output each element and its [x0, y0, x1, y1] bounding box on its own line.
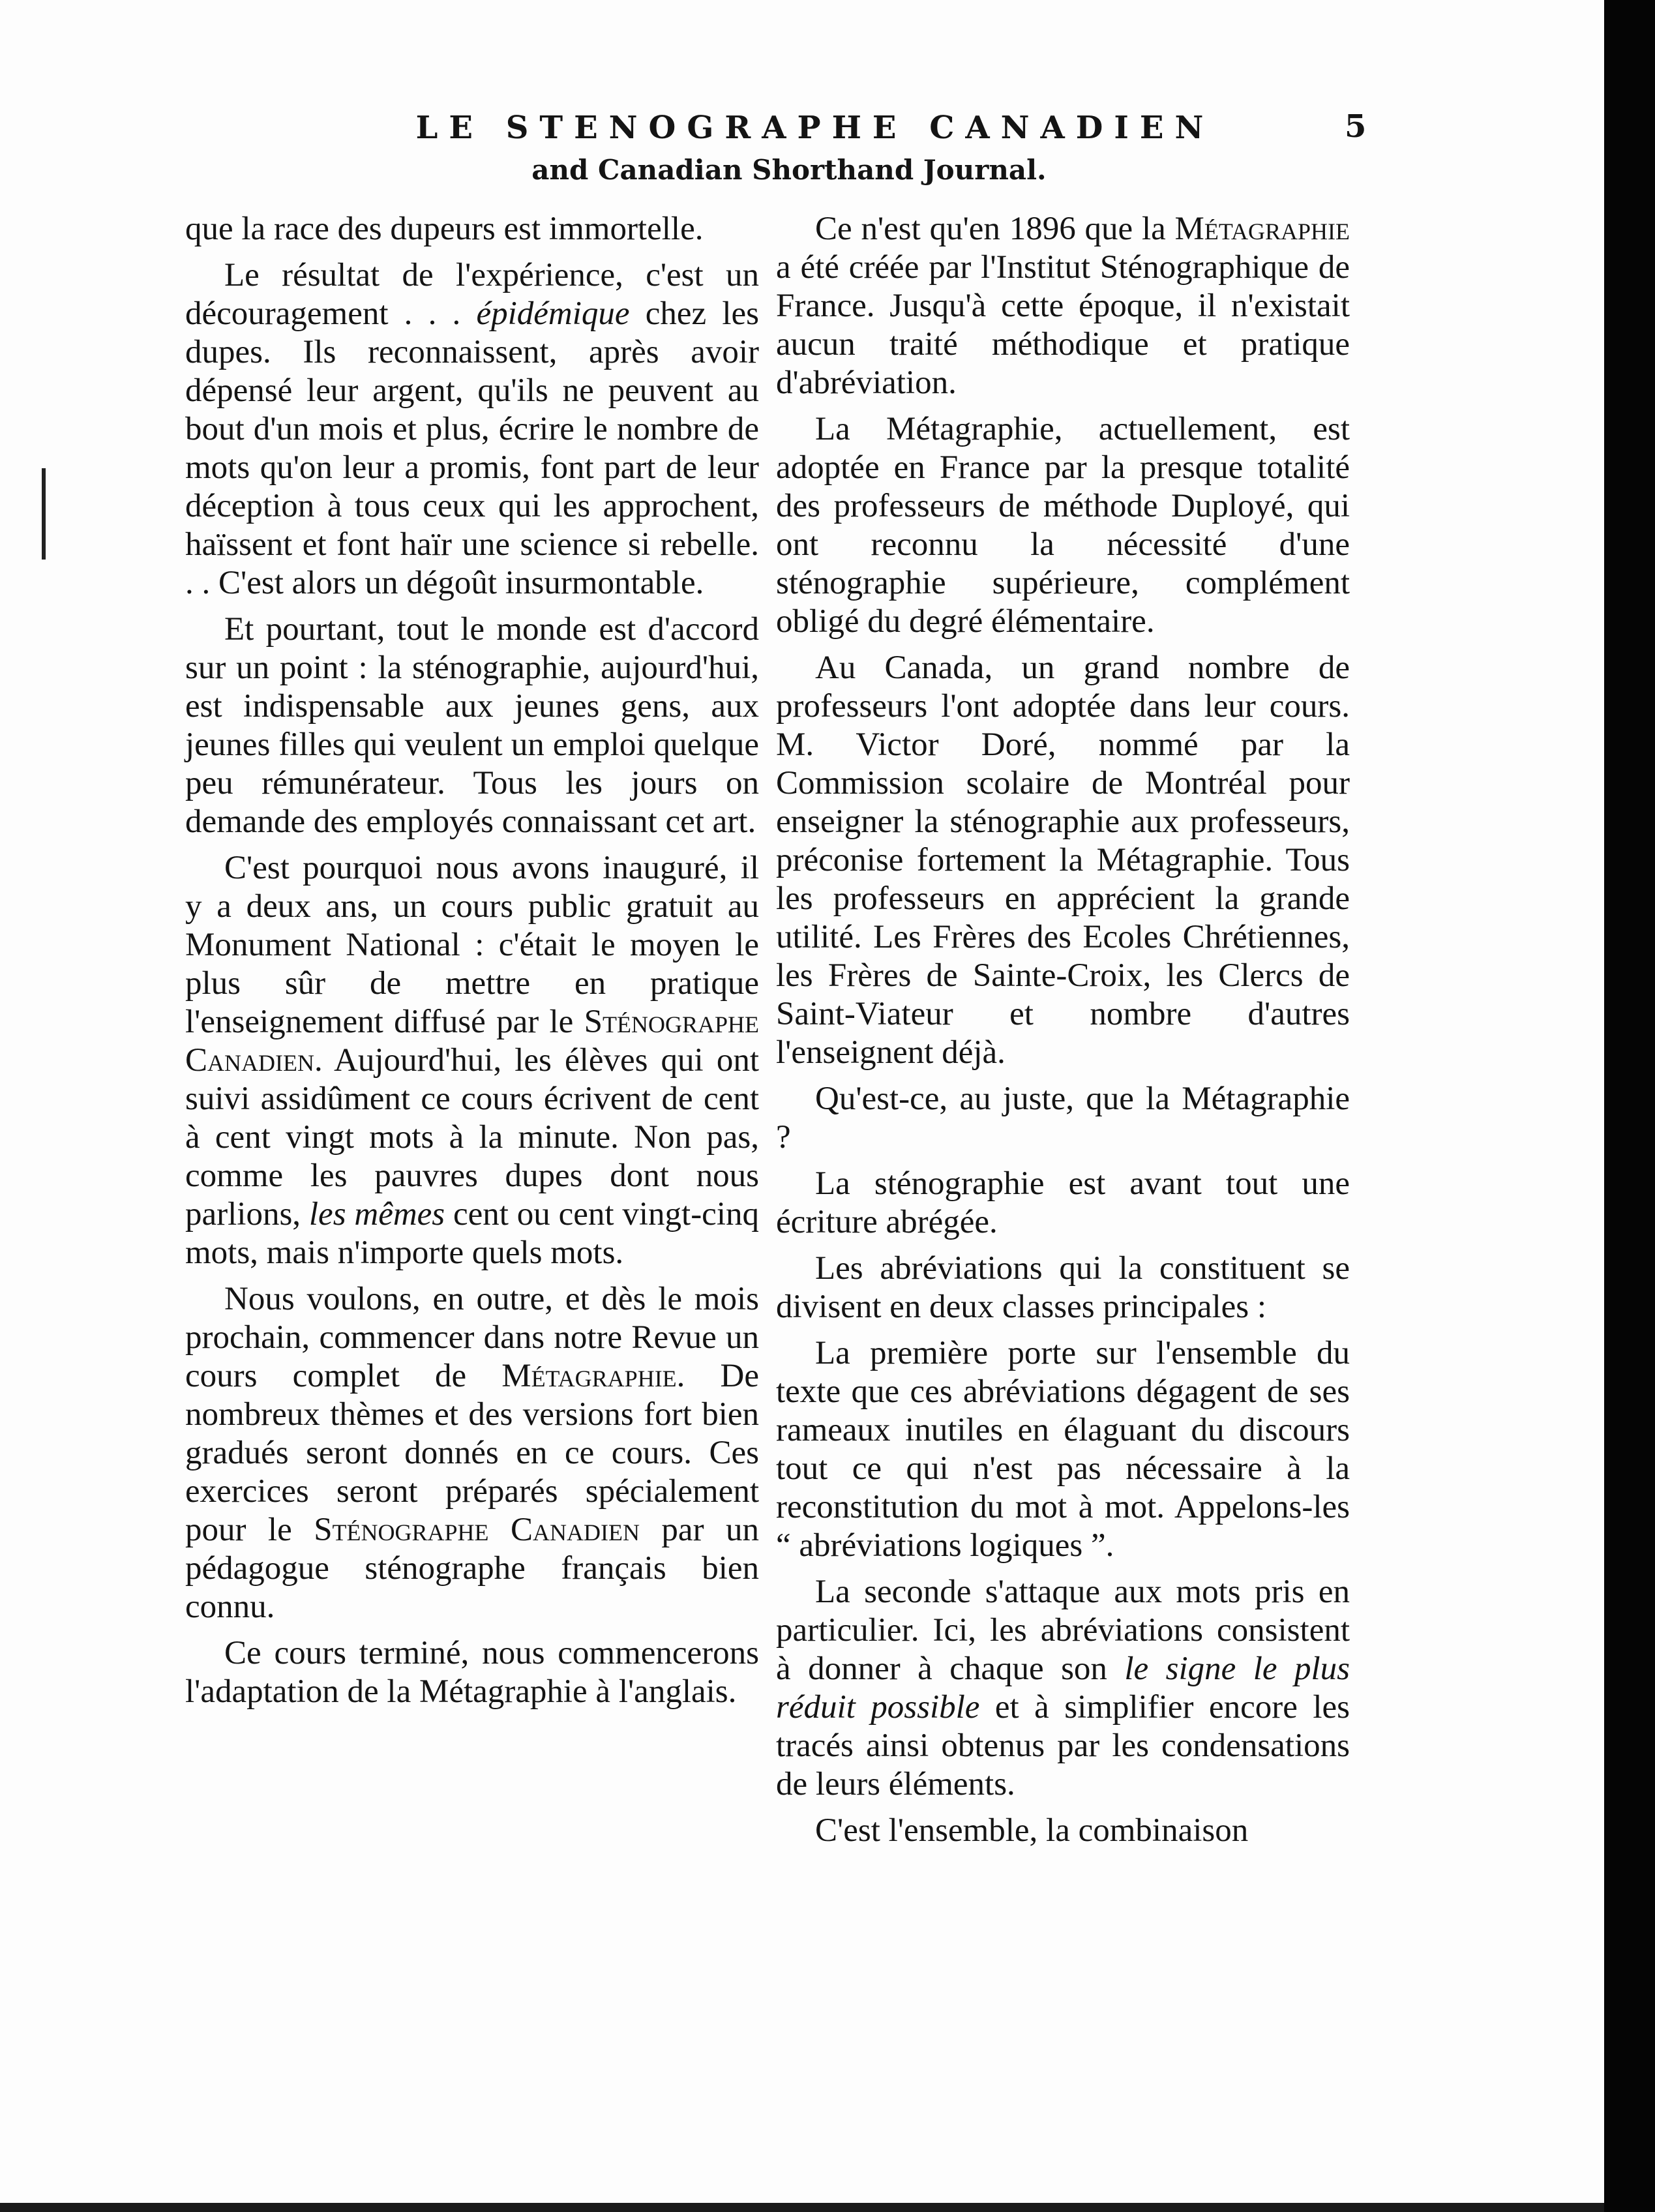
scan-right-edge — [1604, 0, 1655, 2212]
right-paragraph-7: La première porte sur l'ensemble du texte que ces abréviations dégagent de ses rameaux inutiles en élaguant du discours tout ce qui n'est pas nécessaire à la reconstitution du mot à mot. Appelons-les “ abréviations logiques ”. — [776, 1335, 1350, 1564]
small-caps-stenographe-canadien-2: Sténographe Canadien — [314, 1512, 640, 1548]
small-caps-metagraphie-right: Métagraphie — [1174, 211, 1350, 247]
left-paragraph-6: Ce cours terminé, nous commencerons l'adaptation de la Métagraphie à l'anglais. — [185, 1635, 759, 1710]
right-paragraph-8: La seconde s'attaque aux mots pris en particulier. Ici, les abréviations consistent à donner à chaque son le signe le plus réduit possible et à simplifier encore les tracés ainsi obtenus par les condensations de leurs éléments. — [776, 1574, 1350, 1802]
left-paragraph-4: C'est pourquoi nous avons inauguré, il y a deux ans, un cours public gratuit au Monument National : c'était le moyen le plus sûr de mettre en pratique l'enseignement diffusé par le Sténographe Canadien. Aujourd'hui, les élèves qui ont suivi assidûment ce cours écrivent de cent à cent vingt mots à la minute. Non pas, comme les pauvres dupes dont nous parlions, les mêmes cent ou cent vingt-cinq mots, mais n'importe quels mots. — [185, 850, 759, 1271]
page-number: 5 — [1345, 108, 1367, 145]
journal-title: LE STENOGRAPHE CANADIEN — [415, 110, 1215, 146]
right-paragraph-6: Les abréviations qui la constituent se divisent en deux classes principales : — [776, 1250, 1350, 1325]
left-paragraph-3: Et pourtant, tout le monde est d'accord sur un point : la sténographie, aujourd'hui, est indispensable aux jeunes gens, aux jeunes filles qui veulent un emploi quelque peu rémunérateur. Tous les jours on demande des employés connaissant cet art. — [185, 611, 759, 840]
left-paragraph-1: que la race des dupeurs est immortelle. — [185, 211, 704, 247]
emphasis-epidemique: épidémique — [476, 295, 630, 332]
right-paragraph-3: Au Canada, un grand nombre de professeurs l'ont adoptée dans leur cours. M. Victor Doré, nommé par la Commission scolaire de Montréal pour enseigner la sténographie aux professeurs, préconise fortement la Métagraphie. Tous les professeurs en apprécient la grande utilité. Les Frères des Ecoles Chrétiennes, les Frères de Sainte-Croix, les Clercs de Saint-Viateur et nombre d'autres l'enseignent déjà. — [776, 650, 1350, 1071]
small-caps-metagraphie: Métagraphie — [501, 1358, 677, 1394]
right-paragraph-1: Ce n'est qu'en 1896 que la Métagraphie a été créée par l'Institut Sténographique de France. Jusqu'à cette époque, il n'existait aucun traité méthodique et pratique d'abréviation. — [776, 211, 1350, 401]
right-paragraph-5: La sténographie est avant tout une écriture abrégée. — [776, 1165, 1350, 1240]
emphasis-signe-reduit: le signe le plus réduit possible — [776, 1651, 1350, 1726]
scan-bottom-edge — [0, 2203, 1604, 2212]
left-column — [185, 210, 759, 1719]
small-caps-stenographe-canadien: Sténographe Canadien — [185, 1004, 759, 1079]
right-paragraph-4: Qu'est-ce, au juste, que la Métagraphie ? — [776, 1081, 1350, 1156]
journal-subtitle: and Canadian Shorthand Journal. — [531, 154, 1047, 186]
margin-mark — [42, 468, 46, 560]
right-paragraph-9: C'est l'ensemble, la combinaison — [815, 1812, 1249, 1849]
left-paragraph-5: Nous voulons, en outre, et dès le mois prochain, commencer dans notre Revue un cours complet de Métagraphie. De nombreux thèmes et des versions fort bien gradués seront donnés en ce cours. Ces exercices seront préparés spécialement pour le Sténographe Canadien par un pédagogue sténographe français bien connu. — [185, 1281, 759, 1625]
emphasis-les-memes: les mêmes — [308, 1196, 445, 1233]
right-column — [776, 210, 1350, 1858]
left-paragraph-2: Le résultat de l'expérience, c'est un découragement . . . épidémique chez les dupes. Ils reconnaissent, après avoir dépensé leur argent, qu'ils ne peuvent au bout d'un mois et plus, écrire le nombre de mots qu'on leur a promis, font part de leur déception à tous ceux qui les approchent, haïssent et font haïr une science si rebelle. . . C'est alors un dégoût insurmontable. — [185, 257, 759, 601]
right-paragraph-2: La Métagraphie, actuellement, est adoptée en France par la presque totalité des professeurs de méthode Duployé, qui ont reconnu la nécessité d'une sténographie supérieure, complément obligé du degré élémentaire. — [776, 411, 1350, 640]
